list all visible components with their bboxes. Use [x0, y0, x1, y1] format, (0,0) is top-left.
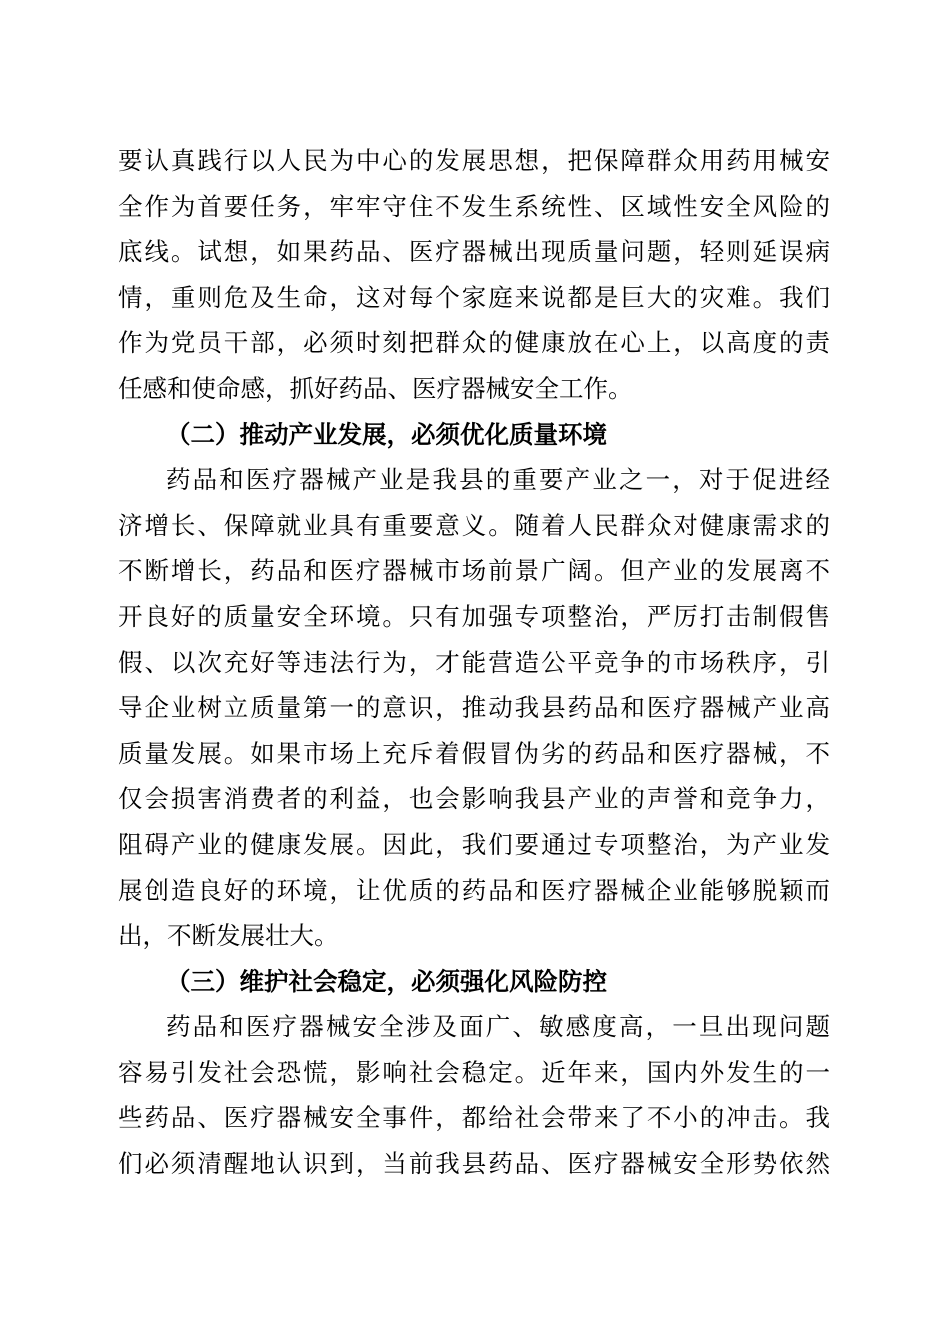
paragraph-first-line: 药品和医疗器械产业是我县的重要产业之一，对于促进经 — [166, 465, 830, 495]
document-body — [118, 138, 830, 1187]
body-line: 底线。试想，如果药品、医疗器械出现质量问题，轻则延误病 — [118, 237, 830, 267]
body-line: 仅会损害消费者的利益，也会影响我县产业的声誉和竞争力， — [118, 784, 830, 814]
body-line: 质量发展。如果市场上充斥着假冒伪劣的药品和医疗器械，不 — [118, 738, 830, 768]
body-line: 不断增长，药品和医疗器械市场前景广阔。但产业的发展离不 — [118, 556, 830, 586]
body-line: 作为党员干部，必须时刻把群众的健康放在心上，以高度的责 — [118, 328, 830, 358]
body-line: 任感和使命感，抓好药品、医疗器械安全工作。 — [118, 373, 633, 403]
body-line: 开良好的质量安全环境。只有加强专项整治，严厉打击制假售 — [118, 601, 830, 631]
body-line: 容易引发社会恐慌，影响社会稳定。近年来，国内外发生的一 — [118, 1057, 830, 1087]
body-line: 些药品、医疗器械安全事件，都给社会带来了不小的冲击。我 — [118, 1103, 830, 1133]
body-line: 出，不断发展壮大。 — [118, 921, 339, 951]
body-line: 情，重则危及生命，这对每个家庭来说都是巨大的灾难。我们 — [118, 282, 830, 312]
body-line: 展创造良好的环境，让优质的药品和医疗器械企业能够脱颖而 — [118, 875, 830, 905]
section-heading: （三）维护社会稳定，必须强化风险防控 — [166, 966, 607, 996]
body-line: 要认真践行以人民为中心的发展思想，把保障群众用药用械安 — [118, 146, 830, 175]
body-line: 们必须清醒地认识到，当前我县药品、医疗器械安全形势依然 — [118, 1149, 830, 1179]
paragraph-first-line: 药品和医疗器械安全涉及面广、敏感度高，一旦出现问题 — [166, 1012, 830, 1042]
body-line: 假、以次充好等违法行为，才能营造公平竞争的市场秩序，引 — [118, 647, 830, 677]
body-line: 阻碍产业的健康发展。因此，我们要通过专项整治，为产业发 — [118, 829, 830, 859]
body-line: 导企业树立质量第一的意识，推动我县药品和医疗器械产业高 — [118, 693, 830, 723]
section-heading: （二）推动产业发展，必须优化质量环境 — [166, 419, 607, 449]
body-line: 济增长、保障就业具有重要意义。随着人民群众对健康需求的 — [118, 510, 830, 540]
body-line: 全作为首要任务，牢牢守住不发生系统性、区域性安全风险的 — [118, 191, 830, 221]
